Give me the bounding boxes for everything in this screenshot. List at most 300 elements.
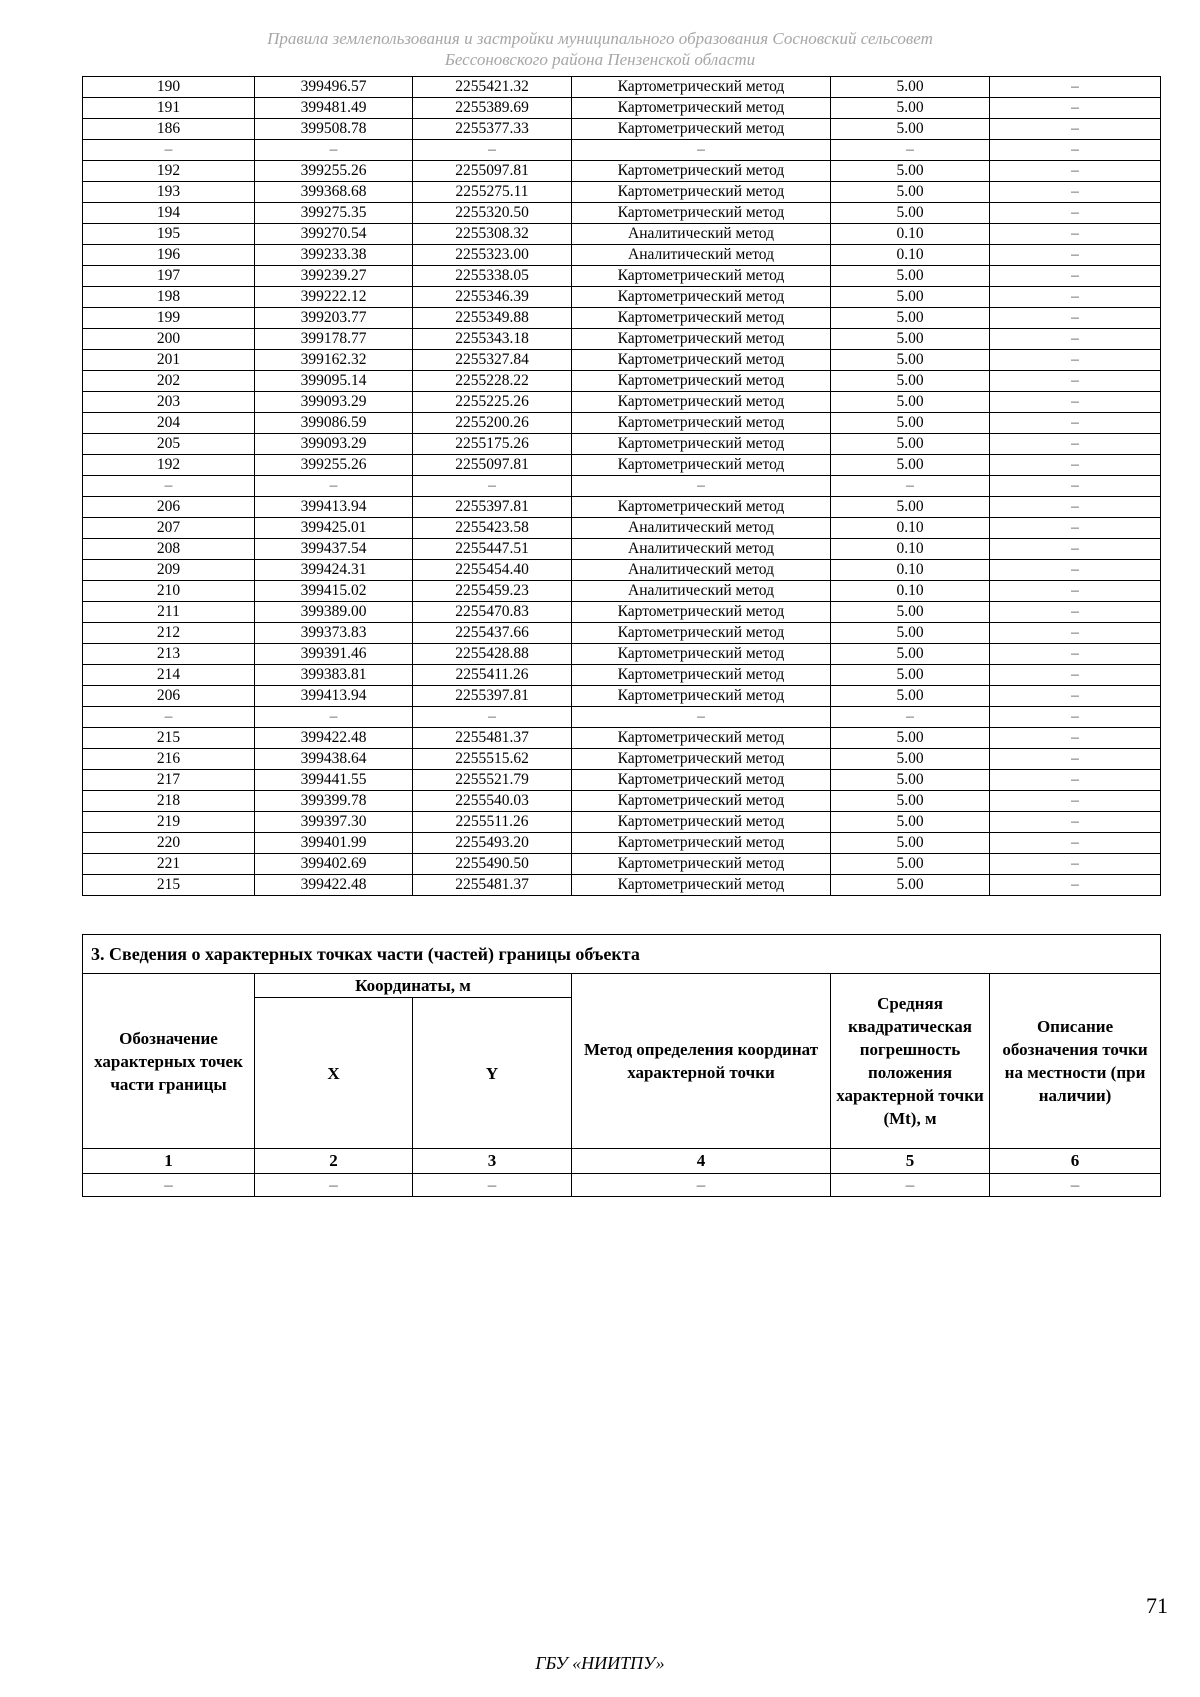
cell-error: 5.00 <box>831 434 990 455</box>
cell-coord-y: 2255346.39 <box>413 287 572 308</box>
cell-error: 5.00 <box>831 686 990 707</box>
cell-point-id: 197 <box>83 266 255 287</box>
cell-method: Картометрический метод <box>572 623 831 644</box>
cell-coord-x: – <box>255 707 413 728</box>
cell-method: Картометрический метод <box>572 770 831 791</box>
cell-coord-x: 399438.64 <box>255 749 413 770</box>
cell-coord-y: 2255225.26 <box>413 392 572 413</box>
cell-point-id: 210 <box>83 581 255 602</box>
cell-point-id: 198 <box>83 287 255 308</box>
table-row <box>83 245 1161 266</box>
cell-description: – <box>990 665 1161 686</box>
cell-error: 5.00 <box>831 455 990 476</box>
cell-point-id: 221 <box>83 854 255 875</box>
cell-description: – <box>990 371 1161 392</box>
cell-error: 5.00 <box>831 287 990 308</box>
cell-point-id: 214 <box>83 665 255 686</box>
cell-point-id: 191 <box>83 98 255 119</box>
header-line-1: Правила землепользования и застройки муниципального образования Сосновский сельсовет <box>267 29 933 48</box>
table-row <box>83 434 1161 455</box>
cell-method: Картометрический метод <box>572 875 831 896</box>
cell-method: Картометрический метод <box>572 98 831 119</box>
cell-method: Картометрический метод <box>572 833 831 854</box>
table-row <box>83 686 1161 707</box>
cell-method: – <box>572 140 831 161</box>
table-row <box>83 182 1161 203</box>
cell-coord-y: 2255175.26 <box>413 434 572 455</box>
cell-description: – <box>990 497 1161 518</box>
cell-coord-x: 399255.26 <box>255 161 413 182</box>
cell-method: Картометрический метод <box>572 434 831 455</box>
cell-method: Картометрический метод <box>572 119 831 140</box>
cell-coord-x: 399496.57 <box>255 77 413 98</box>
cell-description: – <box>990 728 1161 749</box>
cell-coord-x: 399422.48 <box>255 728 413 749</box>
cell-description: – <box>990 539 1161 560</box>
cell-method: Картометрический метод <box>572 854 831 875</box>
cell-coord-x: 399402.69 <box>255 854 413 875</box>
cell-coord-x: 399399.78 <box>255 791 413 812</box>
table-row <box>83 350 1161 371</box>
cell-description: – <box>990 392 1161 413</box>
cell-description: – <box>990 413 1161 434</box>
table-row <box>83 623 1161 644</box>
table-row <box>83 854 1161 875</box>
col-number-2: 2 <box>255 1149 413 1174</box>
cell-error: 0.10 <box>831 581 990 602</box>
cell-coord-y: 2255389.69 <box>413 98 572 119</box>
cell-coord-y: 2255511.26 <box>413 812 572 833</box>
col-number-4: 4 <box>572 1149 831 1174</box>
table-row <box>83 770 1161 791</box>
cell-description: – <box>990 98 1161 119</box>
cell-coord-y: 2255481.37 <box>413 875 572 896</box>
cell-method: Картометрический метод <box>572 455 831 476</box>
cell-error: 5.00 <box>831 371 990 392</box>
col-number-6: 6 <box>990 1149 1161 1174</box>
cell-method: Картометрический метод <box>572 308 831 329</box>
cell-error: 5.00 <box>831 182 990 203</box>
cell-error: 5.00 <box>831 266 990 287</box>
cell-coord-y: 2255397.81 <box>413 497 572 518</box>
col-designation-header: Обозначение характерных точек части границы <box>83 974 255 1149</box>
cell-description: – <box>990 203 1161 224</box>
table-row <box>83 413 1161 434</box>
cell-point-id: 192 <box>83 161 255 182</box>
cell-point-id: 202 <box>83 371 255 392</box>
table-row <box>83 518 1161 539</box>
cell-method: Картометрический метод <box>572 665 831 686</box>
cell-point-id: 219 <box>83 812 255 833</box>
cell-error: 5.00 <box>831 497 990 518</box>
cell-coord-y: 2255338.05 <box>413 266 572 287</box>
table-row <box>83 371 1161 392</box>
cell-description: – <box>990 707 1161 728</box>
cell-error: 5.00 <box>831 161 990 182</box>
cell-coord-y: 2255421.32 <box>413 77 572 98</box>
cell-coord-x: 399401.99 <box>255 833 413 854</box>
cell-point-id: 218 <box>83 791 255 812</box>
table-row <box>83 560 1161 581</box>
table-row <box>83 224 1161 245</box>
cell-method: Картометрический метод <box>572 203 831 224</box>
table-row <box>83 791 1161 812</box>
cell-description: – <box>990 686 1161 707</box>
cell-error: 5.00 <box>831 623 990 644</box>
cell-error: 5.00 <box>831 791 990 812</box>
cell-method: Картометрический метод <box>572 812 831 833</box>
cell-coord-x: – <box>255 476 413 497</box>
cell-description: – <box>990 308 1161 329</box>
cell-description: – <box>990 287 1161 308</box>
cell-description: – <box>990 833 1161 854</box>
cell-point-id: 201 <box>83 350 255 371</box>
cell-error: 5.00 <box>831 392 990 413</box>
cell-method: Картометрический метод <box>572 392 831 413</box>
cell-coord-y: – <box>413 140 572 161</box>
cell-coord-x: 399373.83 <box>255 623 413 644</box>
cell-coord-x: 399425.01 <box>255 518 413 539</box>
cell-point-id: 205 <box>83 434 255 455</box>
cell-error: 5.00 <box>831 203 990 224</box>
cell-point-id: – <box>83 140 255 161</box>
cell-coord-x: 399441.55 <box>255 770 413 791</box>
col-number-1: 1 <box>83 1149 255 1174</box>
cell-error: 5.00 <box>831 833 990 854</box>
cell-method: Картометрический метод <box>572 728 831 749</box>
cell-point-id: 217 <box>83 770 255 791</box>
cell-description: – <box>990 812 1161 833</box>
cell-coord-x: 399233.38 <box>255 245 413 266</box>
cell-description: – <box>990 623 1161 644</box>
cell-coord-y: 2255459.23 <box>413 581 572 602</box>
cell-coord-y: 2255308.32 <box>413 224 572 245</box>
cell-error: 5.00 <box>831 308 990 329</box>
cell-error: 5.00 <box>831 77 990 98</box>
cell-point-id: – <box>83 476 255 497</box>
cell-coord-y: 2255521.79 <box>413 770 572 791</box>
cell-method: Картометрический метод <box>572 266 831 287</box>
cell-coord-y: 2255515.62 <box>413 749 572 770</box>
cell-method: Картометрический метод <box>572 602 831 623</box>
cell-method: Картометрический метод <box>572 686 831 707</box>
cell-description: – <box>990 749 1161 770</box>
cell-point-id: 215 <box>83 875 255 896</box>
cell-point-id: 194 <box>83 203 255 224</box>
cell-coord-x: 399095.14 <box>255 371 413 392</box>
cell-coord-y: – <box>413 476 572 497</box>
cell-description: – <box>990 770 1161 791</box>
table-row <box>83 728 1161 749</box>
cell-method: Картометрический метод <box>572 182 831 203</box>
cell-coord-x: 399270.54 <box>255 224 413 245</box>
table-row <box>83 119 1161 140</box>
cell-error: 5.00 <box>831 812 990 833</box>
col-y-header: Y <box>413 998 572 1149</box>
empty-cell: – <box>572 1174 831 1197</box>
cell-error: 0.10 <box>831 224 990 245</box>
table-row <box>83 875 1161 896</box>
table-row <box>83 476 1161 497</box>
cell-coord-x: 399275.35 <box>255 203 413 224</box>
cell-method: – <box>572 707 831 728</box>
empty-cell: – <box>831 1174 990 1197</box>
cell-point-id: 215 <box>83 728 255 749</box>
table-row <box>83 602 1161 623</box>
cell-point-id: 204 <box>83 413 255 434</box>
cell-coord-x: 399389.00 <box>255 602 413 623</box>
cell-point-id: 199 <box>83 308 255 329</box>
cell-coord-x: 399397.30 <box>255 812 413 833</box>
table-row <box>83 77 1161 98</box>
cell-error: 5.00 <box>831 854 990 875</box>
cell-point-id: 216 <box>83 749 255 770</box>
cell-point-id: 208 <box>83 539 255 560</box>
cell-coord-x: 399437.54 <box>255 539 413 560</box>
cell-error: 5.00 <box>831 749 990 770</box>
cell-coord-y: 2255481.37 <box>413 728 572 749</box>
cell-coord-y: 2255397.81 <box>413 686 572 707</box>
cell-description: – <box>990 455 1161 476</box>
cell-point-id: 190 <box>83 77 255 98</box>
cell-error: – <box>831 140 990 161</box>
table-row <box>83 812 1161 833</box>
col-coords-header: Координаты, м <box>255 974 572 998</box>
cell-coord-x: 399391.46 <box>255 644 413 665</box>
cell-point-id: 192 <box>83 455 255 476</box>
table-row <box>83 455 1161 476</box>
cell-description: – <box>990 77 1161 98</box>
cell-point-id: 200 <box>83 329 255 350</box>
cell-point-id: 186 <box>83 119 255 140</box>
cell-coord-x: 399481.49 <box>255 98 413 119</box>
cell-coord-x: 399255.26 <box>255 455 413 476</box>
cell-method: – <box>572 476 831 497</box>
cell-coord-x: 399203.77 <box>255 308 413 329</box>
cell-description: – <box>990 581 1161 602</box>
cell-coord-y: 2255323.00 <box>413 245 572 266</box>
col-method-header: Метод определения координат характерной точки <box>572 974 831 1149</box>
cell-coord-x: 399413.94 <box>255 497 413 518</box>
section3-title: 3. Сведения о характерных точках части (частей) границы объекта <box>83 935 1161 974</box>
cell-coord-y: 2255228.22 <box>413 371 572 392</box>
footer-org: ГБУ «НИИТПУ» <box>535 1653 665 1673</box>
cell-error: 0.10 <box>831 560 990 581</box>
cell-point-id: 193 <box>83 182 255 203</box>
table-row <box>83 98 1161 119</box>
cell-description: – <box>990 350 1161 371</box>
cell-error: 5.00 <box>831 665 990 686</box>
cell-point-id: 211 <box>83 602 255 623</box>
cell-coord-x: 399239.27 <box>255 266 413 287</box>
cell-method: Картометрический метод <box>572 161 831 182</box>
cell-error: 5.00 <box>831 644 990 665</box>
cell-method: Картометрический метод <box>572 371 831 392</box>
cell-coord-y: 2255320.50 <box>413 203 572 224</box>
cell-coord-y: 2255423.58 <box>413 518 572 539</box>
cell-description: – <box>990 140 1161 161</box>
table-row <box>83 203 1161 224</box>
table-row <box>83 644 1161 665</box>
empty-cell: – <box>413 1174 572 1197</box>
cell-method: Аналитический метод <box>572 518 831 539</box>
cell-description: – <box>990 434 1161 455</box>
cell-method: Картометрический метод <box>572 77 831 98</box>
cell-description: – <box>990 518 1161 539</box>
cell-method: Картометрический метод <box>572 350 831 371</box>
coordinates-table <box>82 76 1161 896</box>
table-row <box>83 140 1161 161</box>
cell-point-id: – <box>83 707 255 728</box>
cell-method: Аналитический метод <box>572 224 831 245</box>
cell-error: 5.00 <box>831 98 990 119</box>
cell-coord-y: 2255490.50 <box>413 854 572 875</box>
col-error-header-text: Средняя квадратическая погрешность положения характерной точки (Mt), м <box>836 994 984 1128</box>
cell-method: Аналитический метод <box>572 560 831 581</box>
cell-coord-x: – <box>255 140 413 161</box>
cell-method: Картометрический метод <box>572 791 831 812</box>
cell-description: – <box>990 791 1161 812</box>
cell-error: 5.00 <box>831 602 990 623</box>
cell-description: – <box>990 266 1161 287</box>
cell-point-id: 213 <box>83 644 255 665</box>
cell-description: – <box>990 644 1161 665</box>
table-row <box>83 287 1161 308</box>
cell-method: Аналитический метод <box>572 539 831 560</box>
cell-description: – <box>990 119 1161 140</box>
cell-description: – <box>990 161 1161 182</box>
table-row <box>83 329 1161 350</box>
cell-error: 5.00 <box>831 413 990 434</box>
page-number: 71 <box>1146 1593 1168 1618</box>
cell-coord-x: 399424.31 <box>255 560 413 581</box>
col-number-3: 3 <box>413 1149 572 1174</box>
cell-coord-y: – <box>413 707 572 728</box>
table-row <box>83 392 1161 413</box>
cell-description: – <box>990 329 1161 350</box>
col-description-header: Описание обозначения точки на местности (при наличии) <box>990 974 1161 1149</box>
document-header <box>0 28 1200 70</box>
cell-description: – <box>990 476 1161 497</box>
cell-coord-y: 2255097.81 <box>413 161 572 182</box>
cell-coord-x: 399508.78 <box>255 119 413 140</box>
col-number-5: 5 <box>831 1149 990 1174</box>
cell-coord-x: 399162.32 <box>255 350 413 371</box>
cell-coord-x: 399383.81 <box>255 665 413 686</box>
empty-cell: – <box>990 1174 1161 1197</box>
empty-cell: – <box>255 1174 413 1197</box>
cell-error: 5.00 <box>831 770 990 791</box>
empty-cell: – <box>83 1174 255 1197</box>
table-row <box>83 749 1161 770</box>
cell-point-id: 206 <box>83 686 255 707</box>
cell-coord-x: 399093.29 <box>255 392 413 413</box>
cell-coord-x: 399368.68 <box>255 182 413 203</box>
cell-coord-y: 2255493.20 <box>413 833 572 854</box>
cell-coord-y: 2255275.11 <box>413 182 572 203</box>
cell-point-id: 207 <box>83 518 255 539</box>
cell-error: 5.00 <box>831 728 990 749</box>
cell-method: Аналитический метод <box>572 581 831 602</box>
table-row <box>83 707 1161 728</box>
cell-error: – <box>831 707 990 728</box>
cell-coord-y: 2255470.83 <box>413 602 572 623</box>
cell-error: – <box>831 476 990 497</box>
col-error-header <box>831 974 990 1149</box>
cell-coord-x: 399222.12 <box>255 287 413 308</box>
cell-coord-x: 399422.48 <box>255 875 413 896</box>
cell-coord-x: 399178.77 <box>255 329 413 350</box>
table-row <box>83 539 1161 560</box>
cell-coord-y: 2255327.84 <box>413 350 572 371</box>
col-x-header: X <box>255 998 413 1149</box>
cell-coord-y: 2255349.88 <box>413 308 572 329</box>
cell-coord-y: 2255097.81 <box>413 455 572 476</box>
cell-error: 5.00 <box>831 875 990 896</box>
cell-method: Картометрический метод <box>572 749 831 770</box>
cell-point-id: 206 <box>83 497 255 518</box>
cell-coord-y: 2255454.40 <box>413 560 572 581</box>
cell-coord-y: 2255377.33 <box>413 119 572 140</box>
cell-description: – <box>990 245 1161 266</box>
cell-method: Картометрический метод <box>572 413 831 434</box>
cell-coord-y: 2255428.88 <box>413 644 572 665</box>
cell-error: 5.00 <box>831 350 990 371</box>
cell-coord-x: 399093.29 <box>255 434 413 455</box>
cell-method: Картометрический метод <box>572 644 831 665</box>
cell-point-id: 220 <box>83 833 255 854</box>
cell-point-id: 196 <box>83 245 255 266</box>
cell-error: 0.10 <box>831 539 990 560</box>
cell-description: – <box>990 602 1161 623</box>
cell-error: 0.10 <box>831 518 990 539</box>
cell-error: 0.10 <box>831 245 990 266</box>
cell-point-id: 195 <box>83 224 255 245</box>
cell-coord-y: 2255540.03 <box>413 791 572 812</box>
cell-coord-y: 2255343.18 <box>413 329 572 350</box>
coordinates-table-body <box>83 77 1161 896</box>
cell-description: – <box>990 224 1161 245</box>
table-row <box>83 665 1161 686</box>
cell-description: – <box>990 854 1161 875</box>
header-line-2: Бессоновского района Пензенской области <box>444 50 756 69</box>
cell-point-id: 212 <box>83 623 255 644</box>
cell-method: Картометрический метод <box>572 497 831 518</box>
cell-description: – <box>990 560 1161 581</box>
table-row <box>83 497 1161 518</box>
cell-coord-y: 2255411.26 <box>413 665 572 686</box>
cell-coord-y: 2255447.51 <box>413 539 572 560</box>
table-row <box>83 161 1161 182</box>
table-row <box>83 266 1161 287</box>
cell-method: Картометрический метод <box>572 329 831 350</box>
cell-description: – <box>990 875 1161 896</box>
table-row <box>83 833 1161 854</box>
table-row <box>83 308 1161 329</box>
cell-coord-y: 2255437.66 <box>413 623 572 644</box>
cell-description: – <box>990 182 1161 203</box>
cell-coord-y: 2255200.26 <box>413 413 572 434</box>
table-row <box>83 581 1161 602</box>
cell-point-id: 209 <box>83 560 255 581</box>
cell-error: 5.00 <box>831 119 990 140</box>
cell-point-id: 203 <box>83 392 255 413</box>
cell-coord-x: 399415.02 <box>255 581 413 602</box>
cell-method: Аналитический метод <box>572 245 831 266</box>
cell-method: Картометрический метод <box>572 287 831 308</box>
cell-error: 5.00 <box>831 329 990 350</box>
cell-coord-x: 399086.59 <box>255 413 413 434</box>
